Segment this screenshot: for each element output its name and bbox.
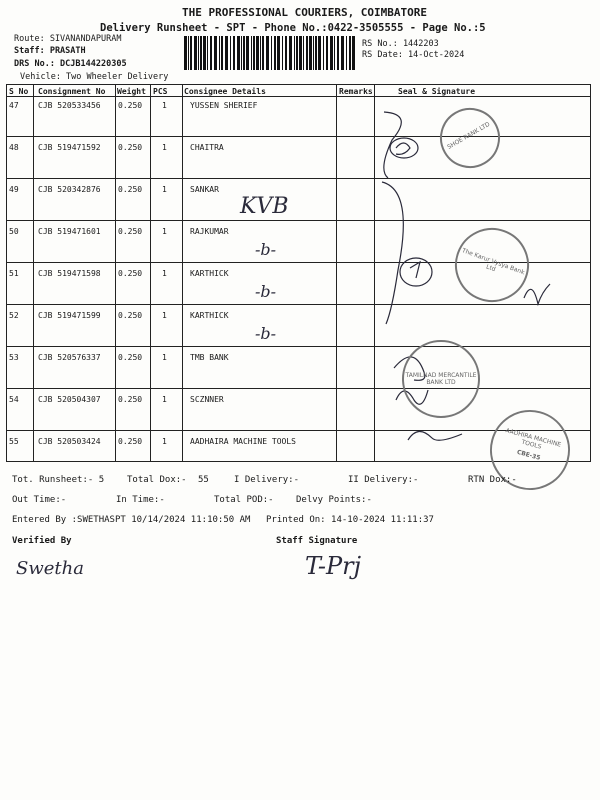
total-dox-value: 55 — [198, 475, 209, 485]
barcode-bar — [315, 36, 317, 70]
row-pcs: 1 — [162, 269, 167, 278]
row-consignment: CJB 519471592 — [38, 143, 101, 152]
barcode-bar — [326, 36, 328, 70]
barcode-bar — [289, 36, 292, 70]
row-sno: 52 — [9, 311, 19, 320]
row-weight: 0.250 — [118, 143, 143, 152]
total-pod: Total POD:- — [214, 495, 274, 505]
row-sno: 55 — [9, 437, 19, 446]
row-consignment: CJB 520503424 — [38, 437, 101, 446]
tmb-bank-stamp: TAMILNAD MERCANTILE BANK LTD — [402, 340, 480, 418]
barcode-bar — [282, 36, 283, 70]
barcode-bar — [194, 36, 197, 70]
row-consignee: TMB BANK — [190, 353, 229, 362]
barcode-bar — [306, 36, 308, 70]
barcode-bar — [309, 36, 312, 70]
total-dox-label: Total Dox:- — [127, 475, 187, 485]
barcode-bar — [246, 36, 249, 70]
col-line — [150, 84, 151, 462]
row-consignee: KARTHICK — [190, 311, 229, 320]
col-header-seal: Seal & Signature — [398, 87, 476, 96]
barcode-bar — [285, 36, 287, 70]
barcode-bar — [313, 36, 314, 70]
col-line — [590, 84, 591, 462]
barcode-bar — [241, 36, 242, 70]
barcode-bar — [207, 36, 208, 70]
drs-label: DRS No.: DCJB144220305 — [14, 59, 127, 69]
vehicle-label: Vehicle: Two Wheeler Delivery — [20, 72, 169, 82]
aadhira-machine-tools-stamp: AADHIRA MACHINE TOOLS CBE-35 — [481, 401, 579, 499]
col-header-weight: Weight — [117, 87, 146, 96]
row-consignee: SCZNNER — [190, 395, 224, 404]
barcode-bar — [296, 36, 298, 70]
row-weight: 0.250 — [118, 311, 143, 320]
row-weight: 0.250 — [118, 353, 143, 362]
tot-runsheet: Tot. Runsheet:- 5 — [12, 475, 105, 485]
row-consignee: KARTHICK — [190, 269, 229, 278]
barcode-bar — [210, 36, 212, 70]
row-sno: 48 — [9, 143, 19, 152]
row-weight: 0.250 — [118, 185, 143, 194]
row-weight: 0.250 — [118, 227, 143, 236]
row-consignee: SANKAR — [190, 185, 219, 194]
row-sno: 50 — [9, 227, 19, 236]
barcode-bar — [190, 36, 192, 70]
bank-stamp: SHOE RANK LTD — [429, 97, 511, 179]
barcode-bar — [352, 36, 355, 70]
barcode-bar — [233, 36, 235, 70]
verified-by-label: Verified By — [12, 536, 72, 546]
barcode-bar — [214, 36, 217, 70]
entered-by: Entered By :SWETHASPT 10/14/2024 11:10:50 AM — [12, 515, 251, 525]
barcode-bar — [243, 36, 245, 70]
staff-label: Staff: PRASATH — [14, 46, 86, 56]
barcode-bar — [219, 36, 220, 70]
col-header-pcs: PCS — [153, 87, 168, 96]
col-line — [6, 84, 7, 462]
row-consignment: CJB 519471599 — [38, 311, 101, 320]
row-weight: 0.250 — [118, 269, 143, 278]
col-header-consignee: Consignee Details — [184, 87, 266, 96]
row-pcs: 1 — [162, 185, 167, 194]
col-line — [182, 84, 183, 462]
i-delivery: I Delivery:- — [234, 475, 300, 485]
row-sno: 49 — [9, 185, 19, 194]
row-consignment: CJB 519471598 — [38, 269, 101, 278]
row-weight: 0.250 — [118, 395, 143, 404]
row-consignee: YUSSEN SHERIEF — [190, 101, 258, 110]
barcode-bar — [294, 36, 295, 70]
printed-on: Printed On: 14-10-2024 11:11:37 — [266, 515, 434, 525]
handwritten-mark: -b- — [255, 282, 277, 301]
table-header-line — [6, 96, 591, 97]
row-pcs: 1 — [162, 395, 167, 404]
in-time: In Time:- — [116, 495, 165, 505]
barcode-bar — [260, 36, 261, 70]
row-pcs: 1 — [162, 311, 167, 320]
col-header-consignment: Consignment No — [38, 87, 106, 96]
staff-signature: T-Prj — [305, 552, 362, 580]
barcode-bar — [230, 36, 231, 70]
col-line — [115, 84, 116, 462]
barcode-bar — [274, 36, 276, 70]
barcode — [182, 36, 358, 70]
row-sno: 53 — [9, 353, 19, 362]
row-consignee: AADHAIRA MACHINE TOOLS — [190, 437, 296, 446]
row-pcs: 1 — [162, 227, 167, 236]
rs-date: RS Date: 14-Oct-2024 — [362, 50, 465, 60]
row-consignment: CJB 520342876 — [38, 185, 101, 194]
row-pcs: 1 — [162, 353, 167, 362]
staff-signature-label: Staff Signature — [276, 536, 358, 546]
barcode-bar — [256, 36, 259, 70]
verified-by-signature: Swetha — [16, 558, 84, 579]
barcode-bar — [303, 36, 304, 70]
barcode-bar — [349, 36, 351, 70]
barcode-bar — [225, 36, 228, 70]
col-line — [336, 84, 337, 462]
barcode-bar — [198, 36, 199, 70]
col-header-sno: S No — [9, 87, 29, 96]
barcode-bar — [271, 36, 272, 70]
row-pcs: 1 — [162, 143, 167, 152]
ii-delivery: II Delivery:- — [348, 475, 419, 485]
row-sno: 54 — [9, 395, 19, 404]
barcode-bar — [346, 36, 347, 70]
company-title: THE PROFESSIONAL COURIERS, COIMBATORE — [182, 6, 428, 19]
barcode-bar — [323, 36, 324, 70]
barcode-bar — [337, 36, 339, 70]
row-pcs: 1 — [162, 101, 167, 110]
barcode-bar — [330, 36, 333, 70]
runsheet-subtitle: Delivery Runsheet - SPT - Phone No.:0422-3505555 - Page No.:5 — [100, 22, 486, 34]
barcode-bar — [237, 36, 240, 70]
delvy-points: Delvy Points:- — [296, 495, 372, 505]
row-sno: 51 — [9, 269, 19, 278]
handwritten-kvb: KVB — [240, 194, 289, 219]
barcode-bar — [318, 36, 321, 70]
barcode-bar — [253, 36, 255, 70]
handwritten-mark: -b- — [255, 240, 277, 259]
row-weight: 0.250 — [118, 437, 143, 446]
kvb-bank-stamp: The Karur Vysya Bank Ltd — [445, 218, 540, 313]
barcode-bar — [299, 36, 302, 70]
handwritten-mark: -b- — [255, 324, 277, 343]
row-consignment: CJB 520533456 — [38, 101, 101, 110]
row-weight: 0.250 — [118, 101, 143, 110]
row-consignee: CHAITRA — [190, 143, 224, 152]
barcode-bar — [266, 36, 269, 70]
barcode-bar — [221, 36, 223, 70]
row-consignment: CJB 520504307 — [38, 395, 101, 404]
table-top-line — [6, 84, 591, 85]
row-sno: 47 — [9, 101, 19, 110]
row-consignee: RAJKUMAR — [190, 227, 229, 236]
col-line — [33, 84, 34, 462]
barcode-bar — [334, 36, 335, 70]
row-consignment: CJB 520576337 — [38, 353, 101, 362]
barcode-bar — [262, 36, 264, 70]
rtn-dox: RTN Dox:- — [468, 475, 517, 485]
col-header-remarks: Remarks — [339, 87, 373, 96]
row-pcs: 1 — [162, 437, 167, 446]
barcode-bar — [341, 36, 344, 70]
barcode-bar — [251, 36, 252, 70]
out-time: Out Time:- — [12, 495, 67, 505]
barcode-bar — [200, 36, 202, 70]
barcode-bar — [184, 36, 187, 70]
barcode-bar — [188, 36, 189, 70]
route-label: Route: SIVANANDAPURAM — [14, 34, 122, 44]
rs-no: RS No.: 1442203 — [362, 39, 439, 49]
row-consignment: CJB 519471601 — [38, 227, 101, 236]
barcode-bar — [203, 36, 206, 70]
barcode-bar — [277, 36, 280, 70]
